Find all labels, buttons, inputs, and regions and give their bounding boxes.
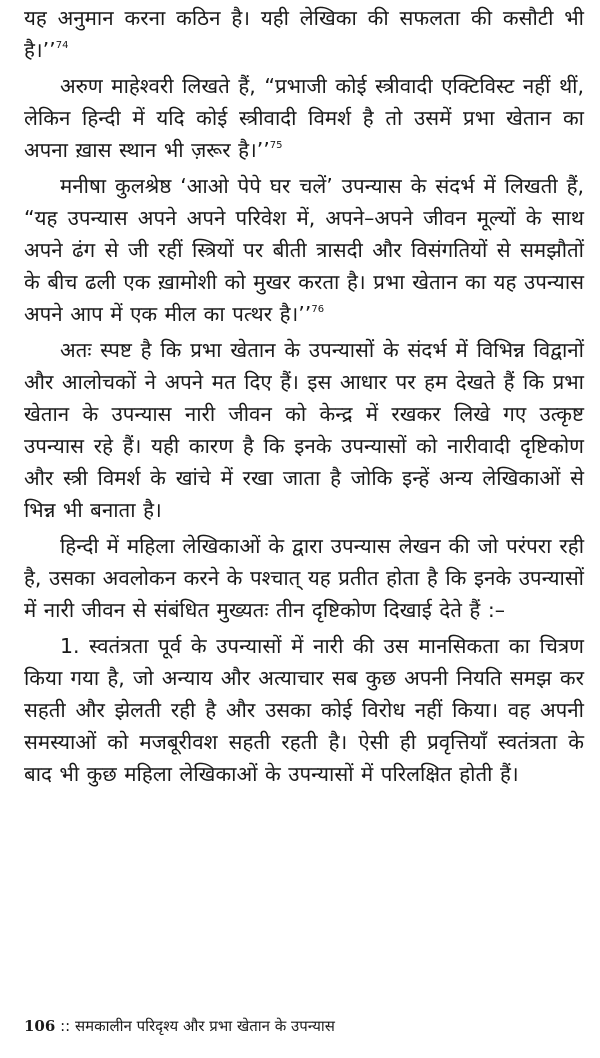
paragraph-conclusion: अतः स्पष्ट है कि प्रभा खेतान के उपन्यासों के संदर्भ में विभिन्न विद्वानों और आलोचकों ने अपने मत दिए हैं। इस आधार पर हम देखते हैं कि प्रभा खेतान के उपन्यास नारी जीवन को केन्द्र में रखकर लिखे गए उत्कृष्ट उपन्यास रहे हैं। यही कारण है कि इनके उपन्यासों को नारीवादी दृष्टिकोण और स्त्री विमर्श के खांचे में रखा जाता है जोकि इन्हें अन्य लेखिकाओं से भिन्न भी बनाता है।: [24, 338, 584, 522]
paragraph-manisha-kulshreshtha: मनीषा कुलश्रेष्ठ ‘आओ पेपे घर चलें’ उपन्यास के संदर्भ में लिखती हैं, “यह उपन्यास अपने अपने परिवेश में, अपने–अपने जीवन मूल्यों के साथ अपने ढंग से जी रहीं स्त्रियों पर बीती त्रासदी और विसंगतियों से समझौतों के बीच ढली एक ख़ामोशी को मुखर करता है। प्रभा खेतान का यह उपन्यास अपने आप में एक मील का पत्थर है।’’$^{76}$: [24, 174, 584, 326]
page-footer: [24, 1016, 335, 1036]
footnote-ref-74: 74: [55, 40, 69, 51]
paragraph-arun-maheshwari: अरुण माहेश्वरी लिखते हैं, “प्रभाजी कोई स्त्रीवादी एक्टिविस्ट नहीं थीं, लेकिन हिन्दी में यदि कोई स्त्रीवादी विमर्श है तो उसमें प्रभा खेतान का अपना ख़ास स्थान भी ज़रूर है।’’$^{75}$: [24, 74, 584, 162]
page-number: 106: [24, 1017, 56, 1035]
footnote-ref-76: 76: [311, 304, 325, 315]
list-item-1: 1. स्वतंत्रता पूर्व के उपन्यासों में नारी की उस मानसिकता का चित्रण किया गया है, जो अन्याय और अत्याचार सब कुछ अपनी नियति समझ कर सहती और झेलती रही है और उसका कोई विरोध नहीं किया। वह अपनी समस्याओं को मजबूरीवश सहती रहती है। ऐसी ही प्रवृत्तियाँ स्वतंत्रता के बाद भी कुछ महिला लेखिकाओं के उपन्यासों में परिलक्षित होती हैं।: [24, 634, 584, 786]
paragraph-continuation: यह अनुमान करना कठिन है। यही लेखिका की सफलता की कसौटी भी है।’’$^{74}$: [24, 6, 584, 62]
footnote-ref-75: 75: [269, 140, 283, 151]
page-body: [24, 2, 584, 790]
paragraph-tradition: हिन्दी में महिला लेखिकाओं के द्वारा उपन्यास लेखन की जो परंपरा रही है, उसका अवलोकन करने के पश्चात् यह प्रतीत होता है कि इनके उपन्यासों में नारी जीवन से संबंधित मुख्यतः तीन दृष्टिकोण दिखाई देते हैं :–: [24, 534, 584, 622]
running-title: समकालीन परिदृश्य और प्रभा खेतान के उपन्यास: [74, 1017, 335, 1035]
footer-separator: ::: [55, 1017, 75, 1035]
